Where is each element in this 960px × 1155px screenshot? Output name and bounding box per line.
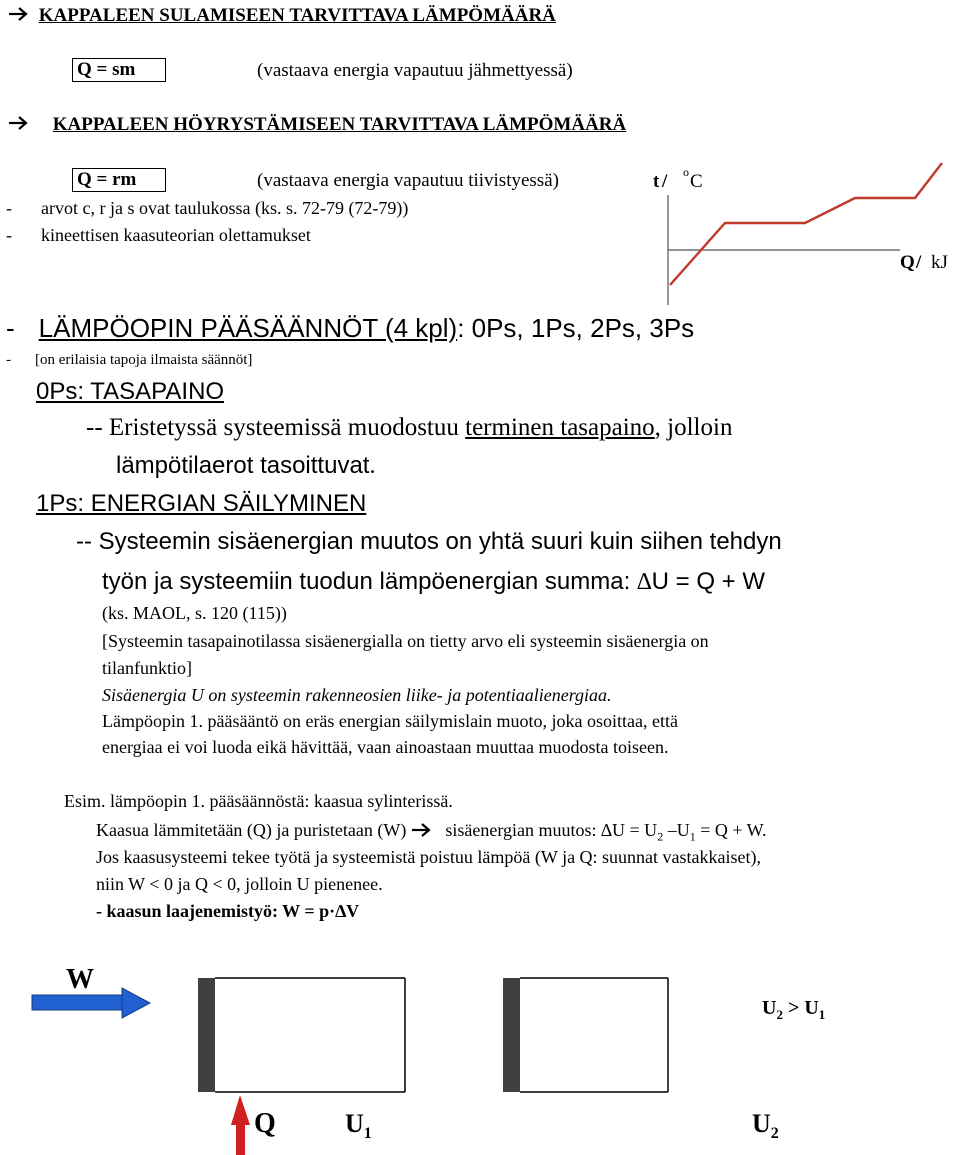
state-function-line2: tilanfunktio] <box>102 658 192 678</box>
formula-rm-box: Q = rm <box>72 168 166 192</box>
bullet-kinetic-text: kineettisen kaasuteorian olettamukset <box>41 225 311 245</box>
state-function-line1: [Systeemin tasapainotilassa sisäenergialla on tietty arvo eli systeemin sisäenergia on <box>102 631 709 651</box>
formula-melting <box>72 58 166 82</box>
arrow-right-icon <box>8 5 34 27</box>
delta-symbol: ∆ <box>636 569 652 595</box>
graph-deg: o <box>683 165 689 179</box>
laws-dash: - <box>6 313 15 343</box>
heating-curve-graph <box>650 160 960 305</box>
formula-sm-box: Q = sm <box>72 58 166 82</box>
first-law-label: 1Ps: ENERGIAN SÄILYMINEN <box>36 490 367 517</box>
svg-text:/: / <box>916 252 922 273</box>
expansion-work: - kaasun laajenemistyö: W = p·∆V <box>96 901 360 921</box>
laws-title-rest: : 0Ps, 1Ps, 2Ps, 3Ps <box>457 313 695 343</box>
heading-vaporizing-row <box>8 114 626 136</box>
piston-after <box>503 978 520 1092</box>
graph-slash: / <box>662 171 668 192</box>
zero-law-line2: lämpötilaerot tasoittuvat. <box>116 452 376 479</box>
conservation-line2: energiaa ei voi luoda eikä hävittää, vaan ainoastaan muuttaa muodosta toiseen. <box>102 737 669 757</box>
thermal-equilibrium: terminen tasapaino <box>465 414 655 441</box>
laws-title <box>6 313 694 344</box>
cylinder-after <box>503 978 668 1092</box>
internal-energy-definition: Sisäenergia U on systeemin rakenneosien liike- ja potentiaalienergiaa. <box>102 685 612 705</box>
u2-gt-u1: $U_2 > U_1$ <box>762 997 826 1022</box>
arrow-right-icon <box>411 821 441 842</box>
laws-title-underlined: LÄMPÖOPIN PÄÄSÄÄNNÖT (4 kpl) <box>38 313 458 343</box>
bullet-values-text: arvot c, r ja s ovat taulukossa (ks. s. 72-79 (72-79)) <box>41 198 409 218</box>
graph-t-label: t <box>653 171 660 192</box>
example-line1: Kaasua lämmitetään (Q) ja puristetaan (W) sisäenergian muutos: $\Delta U = U_2$ $-U_1 = Q + W$. <box>96 820 767 844</box>
diagram-Q-label: Q <box>254 1108 276 1139</box>
example-line2: Jos kaasusysteemi tekee työtä ja systeemistä poistuu lämpöä (W ja Q: suunnat vastakkaiset), <box>96 847 762 867</box>
graph-Q-label: Q <box>900 252 915 273</box>
arrow-right-icon <box>8 114 48 136</box>
example-line3: niin W < 0 ja Q < 0, jolloin U pienenee. <box>96 874 383 894</box>
graph-C: C <box>690 171 703 192</box>
zero-law-line1: -- Eristetyssä systeemissä muodostuu terminen tasapaino, jolloin <box>86 414 733 441</box>
formula-vaporizing <box>72 168 166 192</box>
note-condensing: (vastaava energia vapautuu tiivistyessä) <box>257 170 559 191</box>
graph-kJ: kJ <box>931 252 948 273</box>
heading-melting-row <box>8 5 556 27</box>
zero-law-label: 0Ps: TASAPAINO <box>36 378 225 405</box>
first-law-equation: U = Q + W <box>651 568 765 595</box>
bullet-dash: - <box>6 225 12 245</box>
maol-ref: (ks. MAOL, s. 120 (115)) <box>102 603 287 623</box>
cylinder-diagram <box>0 950 960 1155</box>
bullet-values <box>6 198 408 219</box>
conservation-line1: Lämpöopin 1. pääsääntö on eräs energian säilymislain muoto, joka osoittaa, että <box>102 711 679 731</box>
piston-before <box>198 978 215 1092</box>
first-law-line1: -- Systeemin sisäenergian muutos on yhtä suuri kuin siihen tehdyn <box>76 528 782 555</box>
note-solidifying: (vastaava energia vapautuu jähmettyessä) <box>257 60 573 81</box>
diagram-W-label: W <box>66 964 94 995</box>
bullet-kinetic <box>6 225 311 246</box>
cylinder-before <box>198 978 405 1092</box>
heading-vaporizing: KAPPALEEN HÖYRYSTÄMISEEN TARVITTAVA LÄMPÖMÄÄRÄ <box>52 114 627 135</box>
example-title: Esim. lämpöopin 1. pääsäännöstä: kaasua sylinterissä. <box>64 791 453 811</box>
heat-arrow-icon <box>231 1095 250 1155</box>
heading-melting: KAPPALEEN SULAMISEEN TARVITTAVA LÄMPÖMÄÄRÄ <box>38 5 556 26</box>
laws-small-note: - [on erilaisia tapoja ilmaista säännöt] <box>6 352 253 368</box>
diagram-U1-label: $U_1$ <box>345 1109 372 1142</box>
bullet-dash: - <box>6 198 12 218</box>
laws-small-note-text: [on erilaisia tapoja ilmaista säännöt] <box>35 352 253 368</box>
diagram-U2-label: $U_2$ <box>752 1109 779 1142</box>
first-law-line2: työn ja systeemiin tuodun lämpöenergian summa: ∆U = Q + W <box>102 568 765 595</box>
